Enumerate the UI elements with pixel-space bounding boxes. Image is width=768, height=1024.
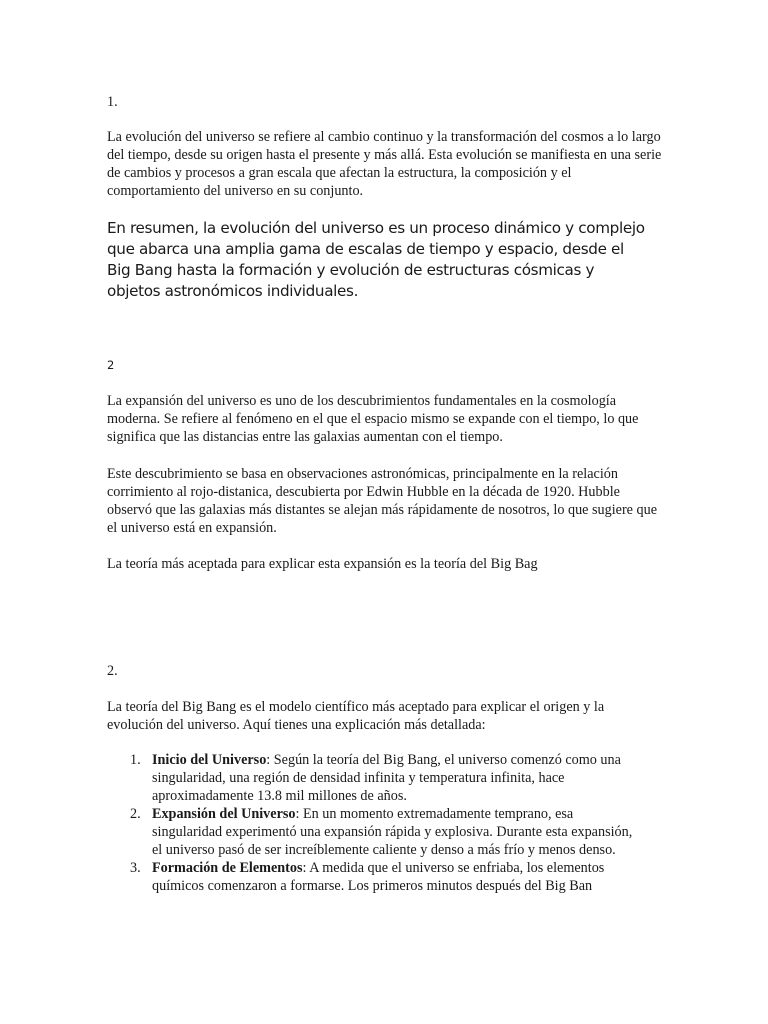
section-2-number: 2: [107, 358, 115, 372]
list-item-title: Formación de Elementos: [152, 860, 303, 876]
list-item-text: : En un momento extremadamente temprano, esa singularidad experimentó una expansión rápida y explosiva. Durante esta expansión, el universo pasó de ser increíblemente caliente y denso a más frío y menos denso.: [152, 806, 633, 858]
list-item-marker: 3.: [130, 860, 141, 876]
section-2-paragraph-1: La expansión del universo es uno de los descubrimientos fundamentales en la cosmología moderna. Se refiere al fenómeno en el que el espacio mismo se expande con el tiempo, lo que significa que las distancias entre las galaxias aumentan con el tiempo.: [107, 393, 639, 445]
list-item-title: Inicio del Universo: [152, 752, 267, 768]
list-item: [130, 859, 642, 895]
section-1-paragraph: La evolución del universo se refiere al cambio continuo y la transformación del cosmos a lo largo del tiempo, desde su origen hasta el presente y más allá. Esta evolución se manifiesta en una serie de cambios y procesos a gran escala que afectan la estructura, la composición y el comportamiento del universo en su conjunto.: [107, 129, 662, 199]
list-item-text: : Según la teoría del Big Bang, el universo comenzó como una singularidad, una región de densidad infinita y temperatura infinita, hace aproximadamente 13.8 mil millones de años.: [152, 752, 621, 804]
section-3-number: 2.: [107, 663, 118, 679]
big-bang-list: [130, 751, 642, 895]
section-3-intro: La teoría del Big Bang es el modelo científico más aceptado para explicar el origen y la evolución del universo. Aquí tienes una explicación más detallada:: [107, 699, 605, 733]
list-item-marker: 2.: [130, 806, 141, 822]
list-item: [130, 751, 642, 805]
section-2-paragraph-3: La teoría más aceptada para explicar esta expansión es la teoría del Big Bag: [107, 556, 538, 572]
list-item: [130, 805, 642, 859]
section-1-summary: En resumen, la evolución del universo es un proceso dinámico y complejo que abarca una amplia gama de escalas de tiempo y espacio, desde el Big Bang hasta la formación y evolución de estructuras cósmicas y objetos astronómicos individuales.: [107, 219, 645, 300]
section-2-paragraph-2: Este descubrimiento se basa en observaciones astronómicas, principalmente en la relación corrimiento al rojo-distanica, descubierta por Edwin Hubble en la década de 1920. Hubble observó que las galaxias más distantes se alejan más rápidamente de nosotros, lo que sugiere que el universo está en expansión.: [107, 466, 658, 536]
list-item-text: : A medida que el universo se enfriaba, los elementos químicos comenzaron a formarse. Los primeros minutos después del Big Ban: [152, 860, 605, 894]
list-item-title: Expansión del Universo: [152, 806, 296, 822]
list-item-marker: 1.: [130, 752, 141, 768]
section-1-number: 1.: [107, 94, 118, 110]
